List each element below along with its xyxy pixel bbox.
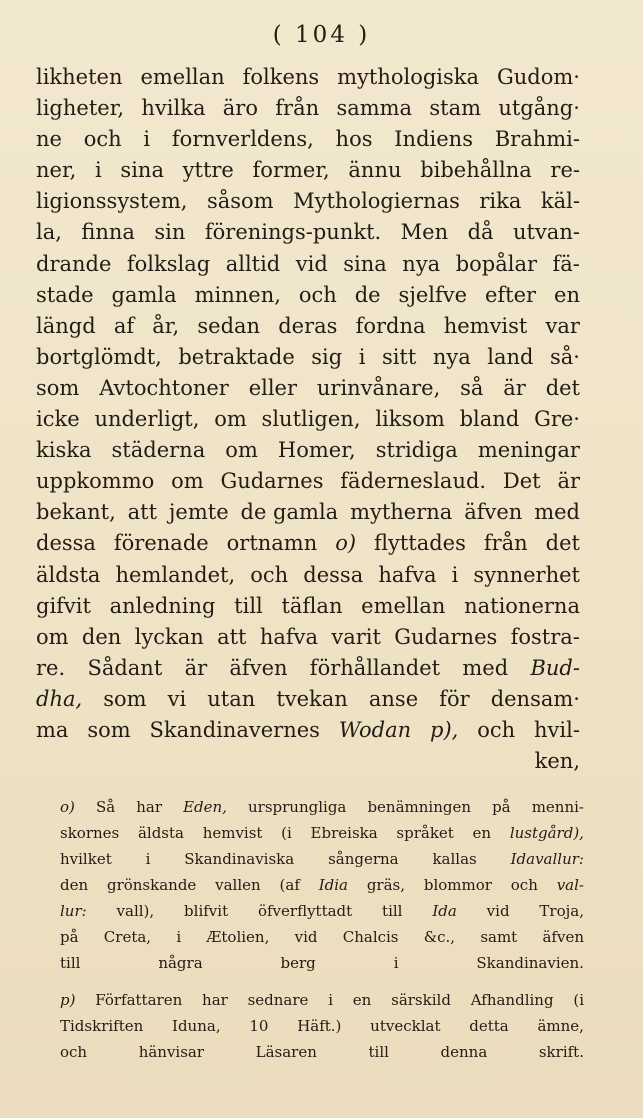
body-line <box>36 715 580 746</box>
word: nya <box>432 344 471 369</box>
word: flyttades <box>373 531 466 556</box>
word: den <box>81 624 122 649</box>
word: bopålar <box>455 251 538 276</box>
word: Wodan <box>338 717 412 742</box>
word: dessa <box>303 562 364 587</box>
word: Gre· <box>534 407 580 432</box>
word: hemvist <box>202 824 263 842</box>
word: hvil- <box>534 717 580 742</box>
word: på <box>60 928 79 946</box>
word: en <box>472 824 492 842</box>
word: alltid <box>225 251 281 276</box>
word: underligt, <box>94 407 200 432</box>
word: Indiens <box>394 127 473 152</box>
word: från <box>275 96 320 121</box>
word: 10 <box>249 1017 269 1035</box>
body-line <box>36 217 580 248</box>
word: nationerna <box>464 593 580 618</box>
word: Läsaren <box>255 1043 317 1061</box>
word: Iduna, <box>172 1017 221 1035</box>
body-line <box>36 404 580 435</box>
body-line <box>36 560 580 591</box>
word: gräs, <box>366 876 406 894</box>
word: äfven <box>542 928 584 946</box>
word: efter <box>484 282 537 307</box>
word: i <box>451 562 459 587</box>
word: äfven <box>229 655 288 680</box>
word: mythologiska <box>337 65 480 89</box>
word: deras <box>278 313 338 338</box>
word: är <box>184 655 208 680</box>
word: skrift. <box>538 1043 584 1061</box>
body-line <box>36 280 580 311</box>
footnote-o-line <box>60 924 584 950</box>
word: kiska <box>36 438 92 463</box>
word: gifvit <box>36 593 91 618</box>
word: för <box>439 686 470 711</box>
body-line <box>36 93 580 124</box>
word: Gudarnes <box>220 469 324 494</box>
word: med <box>462 655 509 680</box>
word: Ætolien, <box>206 928 270 946</box>
word: Men <box>400 220 449 245</box>
word: i <box>393 954 399 972</box>
footnote-o-line <box>60 794 584 820</box>
body-line <box>36 497 580 528</box>
word: hafva <box>378 562 437 587</box>
word: hafva <box>259 624 319 649</box>
word: som <box>87 717 131 742</box>
word: förhållandet <box>309 655 441 680</box>
word: och <box>83 127 122 152</box>
body-line <box>36 435 580 466</box>
word: vi <box>167 686 187 711</box>
word: lyckan <box>134 624 204 649</box>
word: äro <box>222 96 258 121</box>
word: sjelfve <box>398 282 468 307</box>
word: bortglömdt, <box>36 344 162 369</box>
word: liksom <box>375 407 445 432</box>
word: och <box>510 876 538 894</box>
word: fostra- <box>510 624 580 649</box>
word: den <box>60 876 89 894</box>
word: vallen <box>215 876 261 894</box>
word: några <box>158 954 203 972</box>
word: vid <box>294 928 318 946</box>
footnote-p-line <box>60 1013 584 1039</box>
word: stam <box>429 96 482 121</box>
word: blifvit <box>184 902 229 920</box>
word: Chalcis <box>342 928 399 946</box>
footnote-o-line <box>60 820 584 846</box>
word: sina <box>120 158 164 183</box>
word: ligionssystem, <box>36 189 188 214</box>
word: särskild <box>391 991 451 1009</box>
word: sedan <box>197 313 261 338</box>
word: Gudom· <box>496 65 580 89</box>
word: nya <box>402 251 441 276</box>
word: utvecklat <box>370 1017 441 1035</box>
word: jemte <box>168 500 229 525</box>
word: o) <box>60 798 75 816</box>
word: utvan- <box>512 220 580 245</box>
word: samt <box>480 928 518 946</box>
word: folkslag <box>126 251 211 276</box>
word: hvilka <box>141 96 206 121</box>
word: grönskande <box>106 876 197 894</box>
word: Författaren <box>95 991 183 1009</box>
word: vid <box>295 251 328 276</box>
word: ne <box>36 127 62 152</box>
footnote-p-line <box>60 1039 584 1065</box>
word: om <box>36 624 69 649</box>
word: blommor <box>423 876 492 894</box>
word: ortnamn <box>226 531 318 556</box>
word: Troja, <box>539 902 584 920</box>
word: är <box>557 469 580 494</box>
word: i <box>328 991 334 1009</box>
word: ursprungliga <box>248 798 347 816</box>
footnote-o-line <box>60 898 584 924</box>
word: till <box>368 1043 389 1061</box>
word: urinvånare, <box>316 375 441 400</box>
word: p) <box>60 991 76 1009</box>
word: o) <box>335 531 357 556</box>
word: Gudarnes <box>394 624 498 649</box>
word: och <box>298 282 337 307</box>
word: val- <box>556 876 584 894</box>
word: p), <box>430 717 459 742</box>
word: en <box>352 991 372 1009</box>
word: som <box>103 686 147 711</box>
word: meningar <box>477 438 580 463</box>
word: såsom <box>206 189 274 214</box>
word: om <box>171 469 204 494</box>
word: anse <box>368 686 419 711</box>
word: förenings-punkt. <box>204 220 382 245</box>
word: eller <box>248 375 298 400</box>
word: har <box>136 798 163 816</box>
word: sednare <box>247 991 309 1009</box>
word: Afhandling <box>470 991 554 1009</box>
word: i <box>145 850 151 868</box>
word: lustgård), <box>509 824 584 842</box>
word: äfven <box>464 500 523 525</box>
word: denna <box>440 1043 488 1061</box>
word: &c., <box>423 928 456 946</box>
body-line <box>36 311 580 342</box>
word: uppkommo <box>36 469 155 494</box>
word: att <box>127 500 158 525</box>
word: Skandinavernes <box>149 717 320 742</box>
word: var <box>545 313 580 338</box>
word: gamla <box>111 282 177 307</box>
word: och <box>477 717 516 742</box>
word: då <box>467 220 494 245</box>
word: är <box>503 375 526 400</box>
word: Mythologiernas <box>293 189 460 214</box>
word: bibehållna <box>420 158 532 183</box>
word: stade <box>36 282 94 307</box>
word: sina <box>343 251 387 276</box>
word: Bud- <box>530 655 580 680</box>
word: mytherna <box>350 500 453 525</box>
word: de <box>354 282 381 307</box>
word: ken, <box>534 749 580 774</box>
word: land <box>487 344 534 369</box>
word: sin <box>154 220 186 245</box>
word: Idavallur: <box>510 850 584 868</box>
body-line <box>36 746 580 777</box>
word: sig <box>311 344 343 369</box>
word: ma <box>36 717 69 742</box>
word: betraktade <box>178 344 295 369</box>
word: Homer, <box>277 438 356 463</box>
word: dessa <box>36 531 96 556</box>
footnote-p <box>60 987 584 1065</box>
body-line <box>36 249 580 280</box>
word: till <box>60 954 81 972</box>
word: folkens <box>242 65 320 89</box>
word: varit <box>331 624 381 649</box>
word: bland <box>459 407 520 432</box>
word: och <box>250 562 289 587</box>
word: så· <box>549 344 580 369</box>
word: slutligen, <box>261 407 361 432</box>
word: hemlandet, <box>115 562 236 587</box>
word: äldsta <box>36 562 101 587</box>
word: finna <box>81 220 135 245</box>
word: yttre <box>182 158 234 183</box>
word: re- <box>550 158 580 183</box>
word: fäderneslaud. <box>340 469 487 494</box>
word: om <box>214 407 247 432</box>
word: re. <box>36 655 66 680</box>
word: öfverflyttadt <box>257 902 353 920</box>
word: hemvist <box>443 313 528 338</box>
word: dha, <box>36 686 83 711</box>
word: synnerhet <box>473 562 580 587</box>
footnote-o-line <box>60 872 584 898</box>
word: likheten <box>36 65 123 89</box>
word: städerna <box>111 438 206 463</box>
word: bekant, <box>36 500 116 525</box>
word: Creta, <box>103 928 152 946</box>
word: skornes <box>60 824 120 842</box>
word: drande <box>36 251 112 276</box>
word: vid <box>486 902 510 920</box>
word: Skandinaviska <box>184 850 295 868</box>
footnote-o-line <box>60 846 584 872</box>
word: Tidskriften <box>60 1017 144 1035</box>
word: vall), <box>116 902 155 920</box>
word: menni- <box>531 798 584 816</box>
word: från <box>483 531 528 556</box>
word: en <box>554 282 580 307</box>
word: det <box>545 531 580 556</box>
body-line <box>36 62 580 93</box>
word: i <box>176 928 182 946</box>
word: hos <box>335 127 373 152</box>
word: minnen, <box>194 282 281 307</box>
word: benämningen <box>367 798 472 816</box>
word: Sådant <box>87 655 163 680</box>
word: Ida <box>432 902 457 920</box>
footnote-o <box>60 794 584 976</box>
word: af <box>113 313 135 338</box>
word: la, <box>36 220 62 245</box>
word: till <box>234 593 263 618</box>
word: täflan <box>281 593 343 618</box>
word: Idia <box>318 876 348 894</box>
body-line <box>36 528 580 559</box>
word: stridiga <box>375 438 458 463</box>
word: fä- <box>552 251 580 276</box>
footnotes <box>60 794 584 1065</box>
body-line <box>36 155 580 186</box>
word: år, <box>152 313 180 338</box>
word: utgång· <box>498 96 580 121</box>
word: med <box>534 500 580 525</box>
word: fordna <box>355 313 426 338</box>
word: att <box>217 624 247 649</box>
word: till <box>382 902 403 920</box>
word: Så <box>95 798 116 816</box>
word: så <box>460 375 484 400</box>
word: i <box>95 158 102 183</box>
word: Skandinavien. <box>476 954 584 972</box>
body-line <box>36 653 580 684</box>
word: det <box>545 375 580 400</box>
word: fornverldens, <box>171 127 314 152</box>
word: Eden, <box>183 798 227 816</box>
body-line <box>36 124 580 155</box>
page-number: ( 104 ) <box>272 22 371 48</box>
word: äldsta <box>137 824 184 842</box>
word: emellan <box>140 65 225 89</box>
body-line <box>36 684 580 715</box>
word: samma <box>336 96 413 121</box>
word: om <box>225 438 258 463</box>
word: ner, <box>36 158 77 183</box>
body-line <box>36 591 580 622</box>
word: förenade <box>113 531 209 556</box>
word: sångerna <box>328 850 399 868</box>
word: berg <box>280 954 316 972</box>
word: Häft.) <box>297 1017 342 1035</box>
word: anledning <box>109 593 216 618</box>
word: Avtochtoner <box>99 375 229 400</box>
word: Brahmi- <box>494 127 580 152</box>
word: detta <box>469 1017 509 1035</box>
body-line <box>36 622 580 653</box>
word: ligheter, <box>36 96 125 121</box>
word: de gamla <box>240 500 339 525</box>
word: språket <box>396 824 454 842</box>
word: lur: <box>60 902 87 920</box>
word: (af <box>279 876 300 894</box>
body-line <box>36 373 580 404</box>
word: ämne, <box>537 1017 584 1035</box>
word: (i <box>573 991 584 1009</box>
word: emellan <box>361 593 446 618</box>
footnote-p-line <box>60 987 584 1013</box>
word: käl- <box>540 189 580 214</box>
body-line <box>36 466 580 497</box>
word: hänvisar <box>138 1043 205 1061</box>
word: former, <box>252 158 330 183</box>
word: och <box>60 1043 88 1061</box>
footnote-o-line <box>60 950 584 976</box>
word: i <box>143 127 151 152</box>
word: hvilket <box>60 850 112 868</box>
word: tvekan <box>276 686 348 711</box>
word: (i <box>281 824 292 842</box>
main-text <box>36 62 580 777</box>
word: Det <box>502 469 541 494</box>
body-line <box>36 342 580 373</box>
word: har <box>202 991 228 1009</box>
body-line <box>36 186 580 217</box>
word: sitt <box>381 344 417 369</box>
word: på <box>492 798 511 816</box>
word: i <box>358 344 366 369</box>
word: Ebreiska <box>310 824 378 842</box>
word: som <box>36 375 80 400</box>
word: längd <box>36 313 96 338</box>
word: densam· <box>490 686 580 711</box>
word: kallas <box>432 850 477 868</box>
word: ännu <box>348 158 402 183</box>
word: utan <box>207 686 256 711</box>
word: icke <box>36 407 80 432</box>
word: rika <box>479 189 522 214</box>
